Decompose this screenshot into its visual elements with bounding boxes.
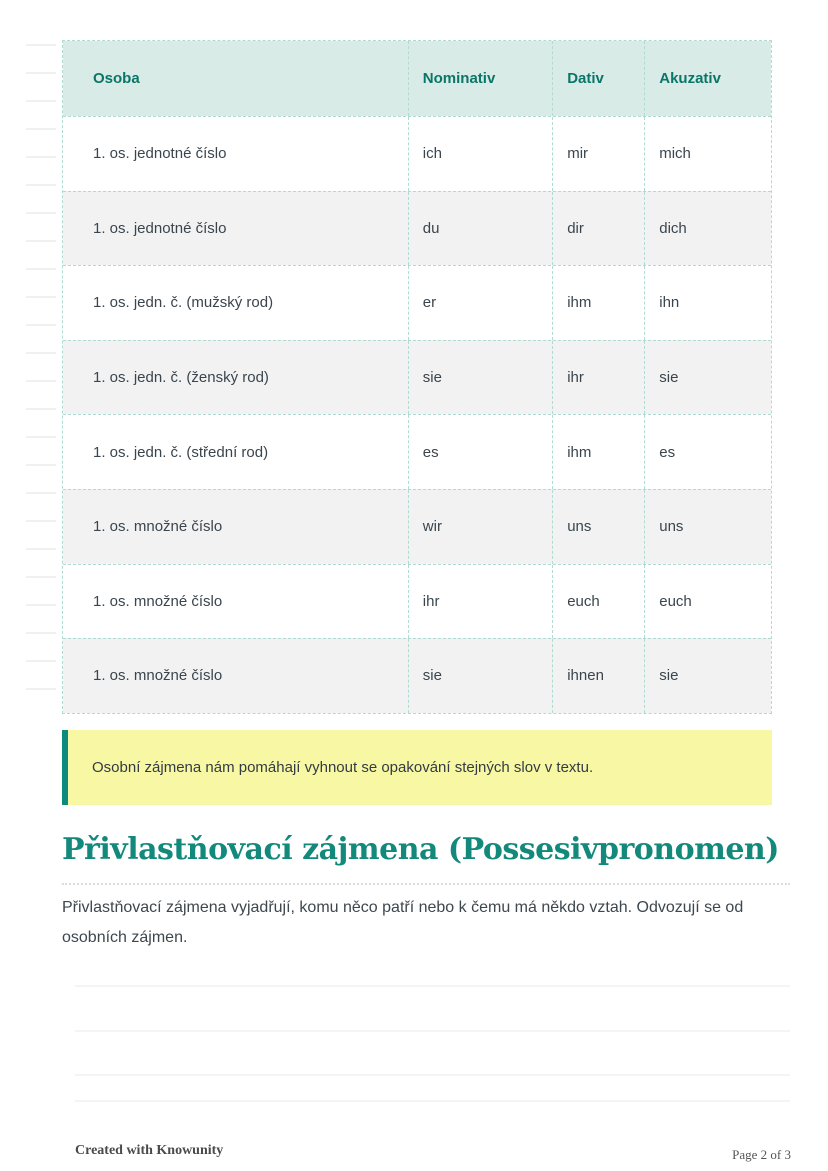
table-cell: sie bbox=[644, 639, 771, 713]
header-cell-osoba: Osoba bbox=[93, 70, 140, 87]
table-row bbox=[63, 116, 771, 191]
margin-ruled-lines bbox=[26, 44, 56, 712]
table-cell: ihn bbox=[644, 266, 771, 340]
title-underline-rule bbox=[62, 883, 790, 885]
header-cell-dativ: Dativ bbox=[552, 41, 644, 116]
table-row bbox=[63, 489, 771, 564]
faint-rule bbox=[75, 1030, 790, 1032]
faint-rule bbox=[75, 1100, 790, 1102]
table-cell: 1. os. jedn. č. (ženský rod) bbox=[93, 369, 269, 387]
table-row bbox=[63, 414, 771, 489]
table-cell: sie bbox=[408, 639, 552, 713]
footer-page-number: Page 2 of 3 bbox=[732, 1147, 791, 1162]
table-cell: mir bbox=[552, 117, 644, 191]
table-cell: dich bbox=[644, 192, 771, 266]
faint-rule bbox=[75, 985, 790, 987]
table-header-row bbox=[63, 41, 771, 116]
table-cell: uns bbox=[552, 490, 644, 564]
table-cell: du bbox=[408, 192, 552, 266]
table-row bbox=[63, 340, 771, 415]
table-cell: 1. os. jedn. č. (střední rod) bbox=[93, 443, 269, 461]
pronoun-table bbox=[62, 40, 772, 714]
table-cell: 1. os. množné číslo bbox=[93, 592, 223, 610]
section-paragraph: Přivlastňovací zájmena vyjadřují, komu něco patří nebo k čemu má někdo vztah. Odvozují se od osobních zájmen. bbox=[62, 899, 744, 946]
table-cell: es bbox=[408, 415, 552, 489]
table-row bbox=[63, 564, 771, 639]
footer-credit: Created with Knowunity bbox=[75, 1143, 224, 1158]
faint-rule bbox=[75, 1074, 790, 1076]
table-cell: es bbox=[644, 415, 771, 489]
table-cell: ich bbox=[408, 117, 552, 191]
header-cell-nominativ: Nominativ bbox=[408, 41, 552, 116]
table-cell: 1. os. množné číslo bbox=[93, 518, 223, 536]
table-cell: 1. os. jednotné číslo bbox=[93, 145, 227, 163]
table-cell: wir bbox=[408, 490, 552, 564]
table-body bbox=[63, 116, 771, 713]
table-row bbox=[63, 638, 771, 713]
table-cell: uns bbox=[644, 490, 771, 564]
note-callout-text: Osobní zájmena nám pomáhají vyhnout se opakování stejných slov v textu. bbox=[92, 759, 594, 776]
table-cell: mich bbox=[644, 117, 771, 191]
table-cell: 1. os. jedn. č. (mužský rod) bbox=[93, 294, 274, 312]
table-cell: 1. os. množné číslo bbox=[93, 667, 223, 685]
table-cell: dir bbox=[552, 192, 644, 266]
section-title: Přivlastňovací zájmena (Possesivpronomen) bbox=[62, 832, 779, 867]
header-cell-akuzativ: Akuzativ bbox=[644, 41, 771, 116]
table-cell: euch bbox=[552, 565, 644, 639]
table-cell: ihr bbox=[408, 565, 552, 639]
table-row bbox=[63, 265, 771, 340]
table-cell: 1. os. jednotné číslo bbox=[93, 219, 227, 237]
table-cell: ihnen bbox=[552, 639, 644, 713]
table-row bbox=[63, 191, 771, 266]
table-cell: euch bbox=[644, 565, 771, 639]
table-cell: ihr bbox=[552, 341, 644, 415]
table-cell: ihm bbox=[552, 415, 644, 489]
table-cell: sie bbox=[644, 341, 771, 415]
note-callout bbox=[62, 730, 772, 805]
table-cell: sie bbox=[408, 341, 552, 415]
table-cell: ihm bbox=[552, 266, 644, 340]
table-cell: er bbox=[408, 266, 552, 340]
